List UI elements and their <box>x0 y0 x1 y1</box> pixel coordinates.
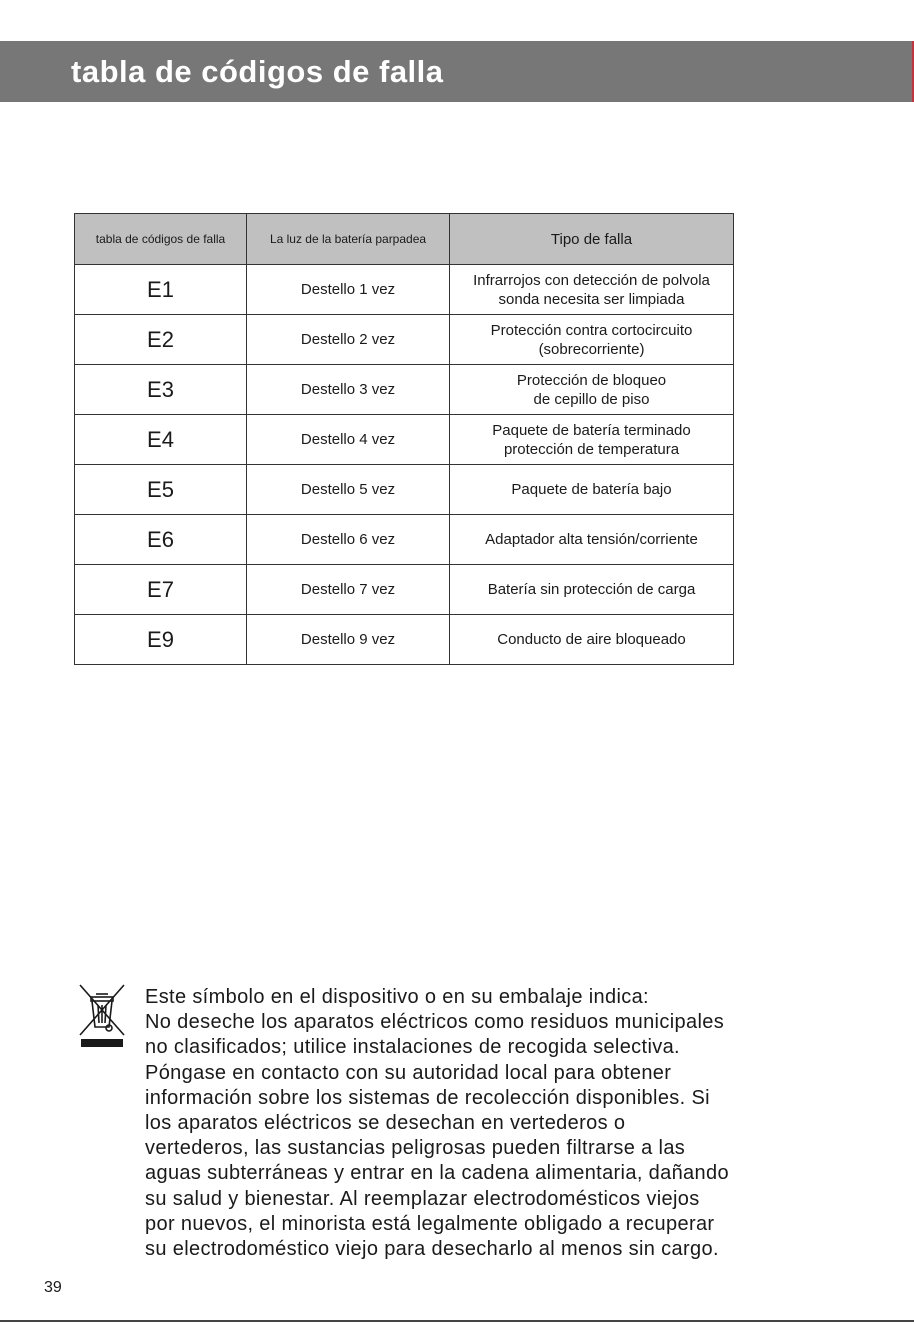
disposal-line: vertederos, las sustancias peligrosas pueden filtrarse a las <box>145 1137 686 1160</box>
table-row <box>75 315 734 365</box>
fault-type-line: sonda necesita ser limpiada <box>498 290 685 308</box>
fault-type-line: Protección contra cortocircuito <box>490 321 693 339</box>
disposal-line: no clasificados; utilice instalaciones de recogida selectiva. <box>145 1036 680 1059</box>
disposal-line: información sobre los sistemas de recolección disponibles. Si <box>145 1086 710 1109</box>
fault-code-cell: E5 <box>75 465 247 515</box>
column-header-flash: La luz de la batería parpadea <box>247 214 450 265</box>
fault-type-line: protección de temperatura <box>503 440 680 458</box>
fault-table-body <box>75 265 734 665</box>
flash-count-cell: Destello 4 vez <box>247 415 450 465</box>
fault-type-cell <box>450 365 734 415</box>
fault-type-cell <box>450 515 734 565</box>
fault-type-cell <box>450 615 734 665</box>
fault-code-cell: E7 <box>75 565 247 615</box>
table-row <box>75 465 734 515</box>
fault-code-cell: E1 <box>75 265 247 315</box>
fault-code-cell: E4 <box>75 415 247 465</box>
flash-count-cell: Destello 9 vez <box>247 615 450 665</box>
disposal-line: aguas subterráneas y entrar en la cadena alimentaria, dañando <box>145 1162 729 1185</box>
flash-count-cell: Destello 1 vez <box>247 265 450 315</box>
table-row <box>75 265 734 315</box>
fault-type-line: Paquete de batería bajo <box>511 481 672 498</box>
weee-crossed-bin-icon <box>78 983 126 1051</box>
bottom-rule <box>0 1320 914 1322</box>
table-header-row <box>75 214 734 265</box>
fault-type-line: Infrarrojos con detección de polvola <box>473 271 710 289</box>
flash-count-cell: Destello 3 vez <box>247 365 450 415</box>
fault-type-line: Conducto de aire bloqueado <box>497 631 686 648</box>
table-row <box>75 515 734 565</box>
fault-code-cell: E6 <box>75 515 247 565</box>
page-title: tabla de códigos de falla <box>71 54 444 89</box>
disposal-line: Este símbolo en el dispositivo o en su embalaje indica: <box>145 986 649 1008</box>
disposal-line: su salud y bienestar. Al reemplazar electrodomésticos viejos <box>145 1187 700 1210</box>
disposal-line: No deseche los aparatos eléctricos como residuos municipales <box>145 1011 725 1034</box>
fault-type-cell <box>450 565 734 615</box>
fault-code-cell: E9 <box>75 615 247 665</box>
table-row <box>75 415 734 465</box>
disposal-line: Póngase en contacto con su autoridad local para obtener <box>145 1061 672 1084</box>
fault-code-cell: E3 <box>75 365 247 415</box>
column-header-fault-type: Tipo de falla <box>450 214 734 265</box>
disposal-line: por nuevos, el minorista está legalmente obligado a recuperar <box>145 1212 715 1235</box>
fault-type-line: de cepillo de piso <box>533 390 650 408</box>
flash-count-cell: Destello 7 vez <box>247 565 450 615</box>
fault-type-line: Paquete de batería terminado <box>492 421 691 439</box>
fault-type-line: (sobrecorriente) <box>538 340 645 358</box>
table-row <box>75 615 734 665</box>
fault-type-cell <box>450 415 734 465</box>
disposal-line: su electrodoméstico viejo para desecharlo al menos sin cargo. <box>145 1238 719 1261</box>
flash-count-cell: Destello 6 vez <box>247 515 450 565</box>
fault-code-table <box>74 213 734 665</box>
page-number: 39 <box>44 1279 62 1296</box>
column-header-code: tabla de códigos de falla <box>75 214 247 265</box>
fault-type-line: Adaptador alta tensión/corriente <box>485 531 698 548</box>
fault-type-line: Protección de bloqueo <box>516 371 667 389</box>
fault-type-cell <box>450 265 734 315</box>
disposal-line: los aparatos eléctricos se desechan en vertederos o <box>145 1112 626 1135</box>
table-row <box>75 565 734 615</box>
fault-type-cell <box>450 465 734 515</box>
flash-count-cell: Destello 5 vez <box>247 465 450 515</box>
fault-type-line: Batería sin protección de carga <box>487 581 696 598</box>
disposal-notice <box>145 985 845 1262</box>
flash-count-cell: Destello 2 vez <box>247 315 450 365</box>
fault-code-cell: E2 <box>75 315 247 365</box>
fault-type-cell <box>450 315 734 365</box>
table-row <box>75 365 734 415</box>
